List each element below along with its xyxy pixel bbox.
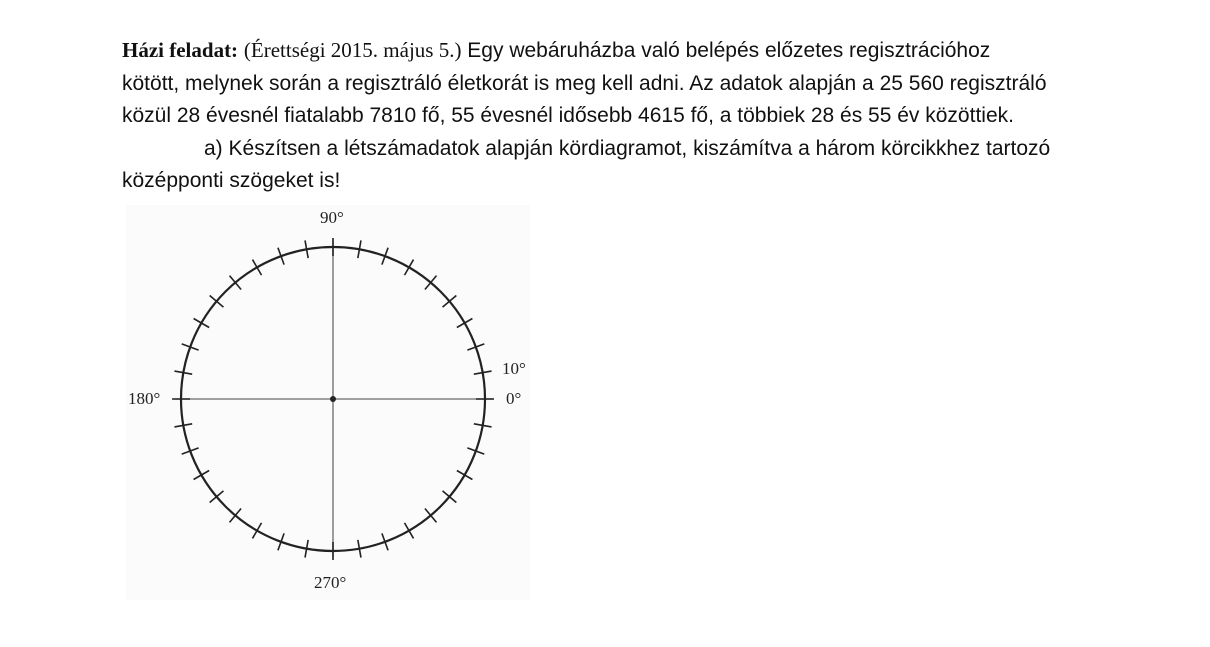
part-a-line-2: középponti szögeket is! xyxy=(122,169,341,192)
tick-mark xyxy=(194,471,210,480)
label-10-degrees: 10° xyxy=(502,359,526,378)
homework-label: Házi feladat: xyxy=(122,38,239,62)
tick-mark xyxy=(405,523,414,539)
tick-mark xyxy=(194,319,210,328)
tick-mark xyxy=(253,260,262,276)
problem-line-1 xyxy=(122,34,1152,68)
tick-mark xyxy=(457,471,473,480)
label-270-degrees: 270° xyxy=(314,573,347,592)
part-a-line-1: a) Készítsen a létszámadatok alapján kördiagramot, kiszámítva a három körcikkhez tartozó xyxy=(204,136,1051,160)
problem-text xyxy=(122,34,1152,198)
problem-line-3: közül 28 évesnél fiatalabb 7810 fő, 55 évesnél idősebb 4615 fő, a többiek 28 és 55 év közöttiek. xyxy=(122,104,1014,127)
label-0-degrees: 0° xyxy=(506,389,522,408)
label-90-degrees: 90° xyxy=(320,208,344,227)
tick-mark xyxy=(253,523,262,539)
problem-line-1-text: Egy webáruházba való belépés előzetes regisztrációhoz xyxy=(467,39,991,62)
angle-circle xyxy=(126,205,530,600)
label-180-degrees: 180° xyxy=(128,389,161,408)
center-point xyxy=(330,396,336,402)
blank-pie-chart-template xyxy=(126,205,530,600)
tick-mark xyxy=(405,260,414,276)
problem-line-2: kötött, melynek során a regisztráló életkorát is meg kell adni. Az adatok alapján a 25 560 regisztráló xyxy=(122,71,1047,95)
exam-source: (Érettségi 2015. május 5.) xyxy=(243,38,462,62)
tick-mark xyxy=(457,319,473,328)
